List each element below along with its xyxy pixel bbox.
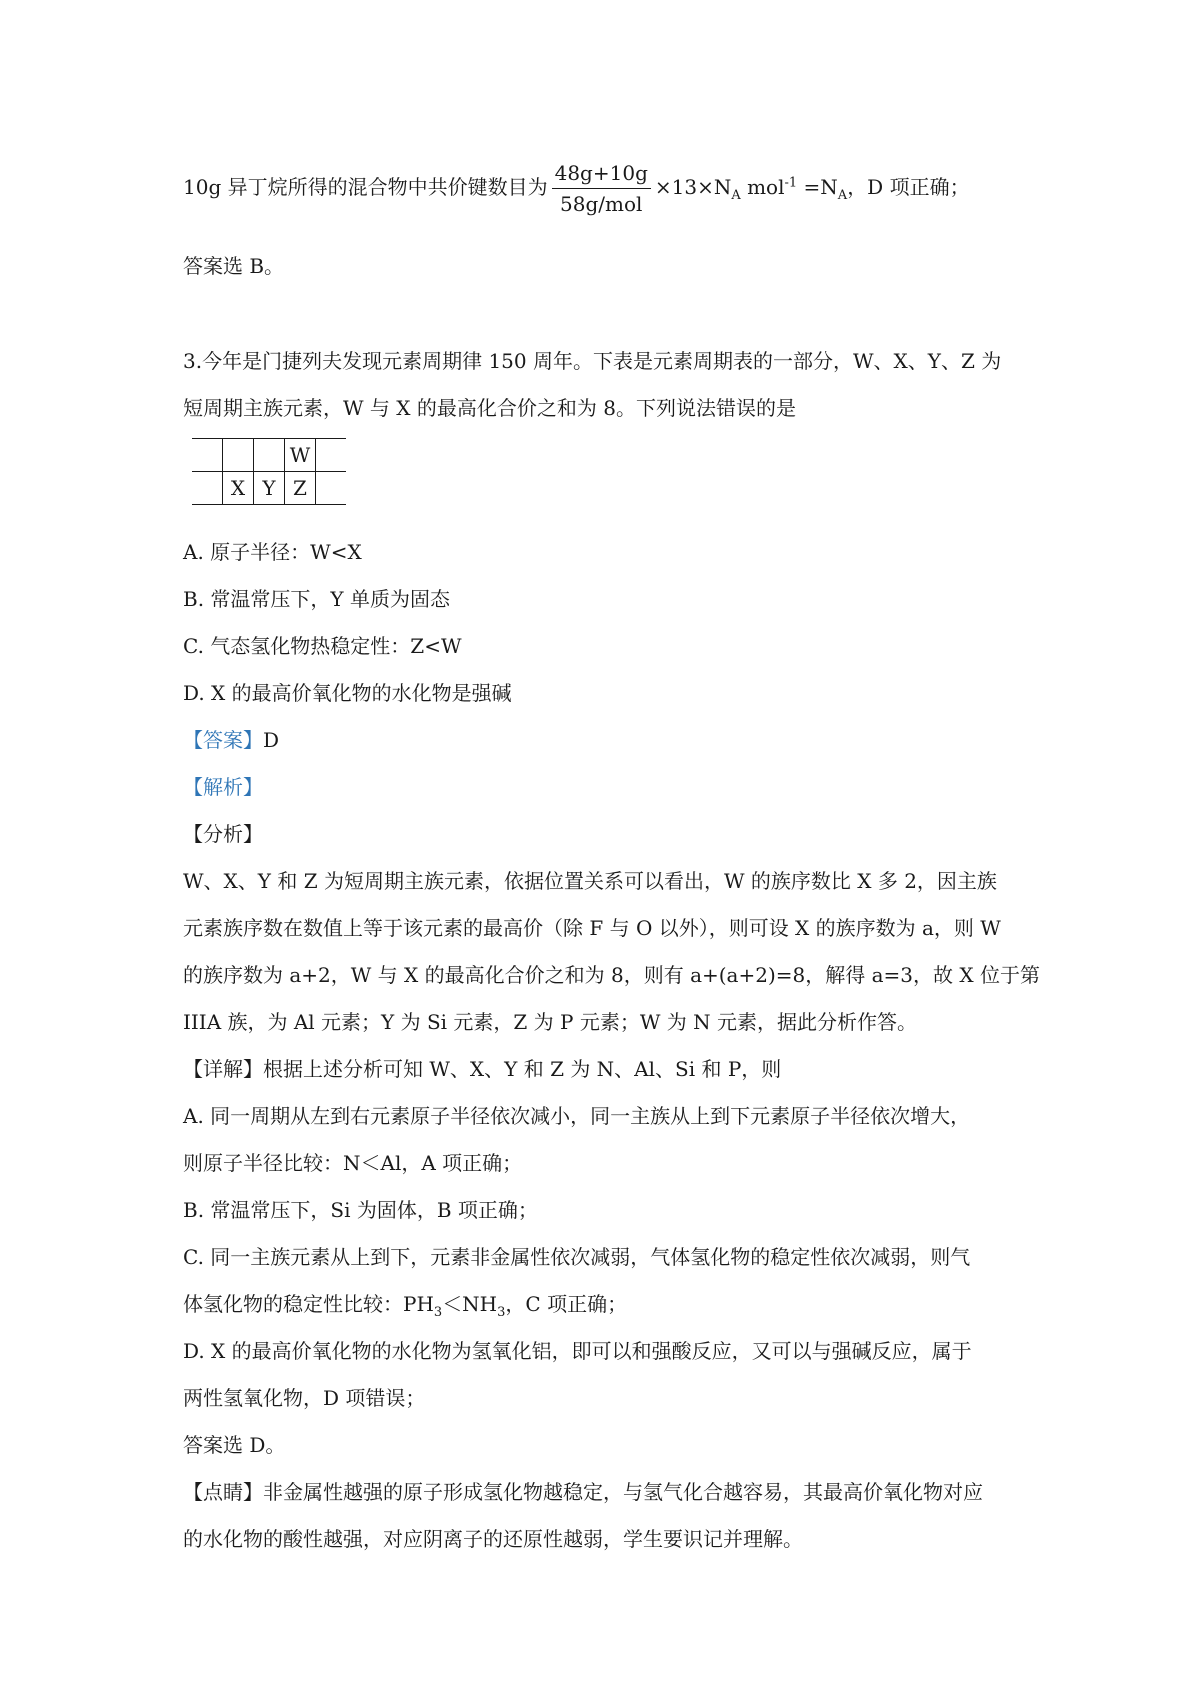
detail-c-text: ，C 项正确； [505,1292,628,1316]
table-cell [192,472,223,505]
fenxi-line: 元素族序数在数值上等于该元素的最高价（除 F 与 O 以外），则可设 X 的族序数为 a，则 W [183,916,1001,940]
fraction [552,163,651,214]
answer-value: D [263,728,280,752]
xiangjie-line: 【详解】根据上述分析可知 W、X、Y 和 Z 为 N、Al、Si 和 P，则 [183,1057,782,1081]
table-cell-z: Z [285,472,316,505]
detail-b: B. 常温常压下，Si 为固体，B 项正确； [183,1198,538,1222]
dianjing-line-1: 【点睛】非金属性越强的原子形成氢化物越稳定，与氢气化合越容易，其最高价氧化物对应 [183,1480,983,1504]
detail-c-text: 体氢化物的稳定性比较：PH [183,1292,434,1316]
table-row [192,439,346,472]
detail-c-line-2 [183,1294,627,1319]
subscript-a-2: A [837,188,848,203]
table-cell [192,439,223,472]
formula-mol: mol [740,175,785,199]
option-b: B. 常温常压下，Y 单质为固态 [183,587,450,611]
fenxi-line: IIIA 族，为 Al 元素；Y 为 Si 元素，Z 为 P 元素；W 为 N 元素，据此分析作答。 [183,1010,917,1034]
fenxi-line: 的族序数为 a+2，W 与 X 的最高化合价之和为 8，则有 a+(a+2)=8，解得 a=3，故 X 位于第 [183,963,1040,987]
detail-d-line-2: 两性氢氧化物，D 项错误； [183,1386,426,1410]
table-cell-w: W [285,439,316,472]
option-d: D. X 的最高价氧化物的水化物是强碱 [183,681,512,705]
answer-line [183,730,279,750]
option-c: C. 气态氢化物热稳定性：Z<W [183,634,462,658]
table-cell [223,439,254,472]
formula-prefix: 10g 异丁烷所得的混合物中共价键数目为 [183,175,548,199]
fenxi-line: W、X、Y 和 Z 为短周期主族元素，依据位置关系可以看出，W 的族序数比 X 多 2，因主族 [183,869,997,893]
final-answer: 答案选 D。 [183,1433,286,1457]
formula-suffix: ，D 项正确； [847,175,970,199]
subscript-3: 3 [497,1305,506,1320]
superscript-minus-one: -1 [784,175,798,191]
previous-answer: 答案选 B。 [183,254,285,278]
detail-c-line-1: C. 同一主族元素从上到下，元素非金属性依次减弱，气体氢化物的稳定性依次减弱，则气 [183,1245,971,1269]
detail-a-line-2: 则原子半径比较：N＜Al，A 项正确； [183,1151,523,1175]
answer-label: 【答案】 [183,728,263,752]
table-cell [316,472,347,505]
table-cell [254,439,285,472]
fraction-denominator: 58g/mol [560,192,643,216]
detail-d-line-1: D. X 的最高价氧化物的水化物为氢氧化铝，即可以和强酸反应，又可以与强碱反应，属于 [183,1339,972,1363]
subscript-a: A [731,188,741,203]
detail-a-line-1: A. 同一周期从左到右元素原子半径依次减小，同一主族从上到下元素原子半径依次增大， [183,1104,971,1128]
option-a: A. 原子半径：W<X [183,540,362,564]
dianjing-line-2: 的水化物的酸性越强，对应阴离子的还原性越弱，学生要识记并理解。 [183,1527,803,1551]
fenxi-label: 【分析】 [183,822,263,846]
periodic-table-fragment [192,438,346,505]
subscript-3: 3 [433,1305,443,1320]
formula-mid: ×13×N [654,175,732,199]
formula-eq: =N [797,175,838,199]
table-cell-y: Y [254,472,285,505]
formula-line [183,163,970,214]
analysis-label: 【解析】 [183,775,263,799]
table-row [192,472,346,505]
table-cell-x: X [223,472,254,505]
detail-c-text: ＜NH [442,1292,498,1316]
question-line-2: 短周期主族元素，W 与 X 的最高化合价之和为 8。下列说法错误的是 [183,396,796,420]
table-cell [316,439,347,472]
fraction-numerator: 48g+10g [552,163,651,189]
question-line-1: 3.今年是门捷列夫发现元素周期律 150 周年。下表是元素周期表的一部分，W、X、Y、Z 为 [183,349,1002,373]
